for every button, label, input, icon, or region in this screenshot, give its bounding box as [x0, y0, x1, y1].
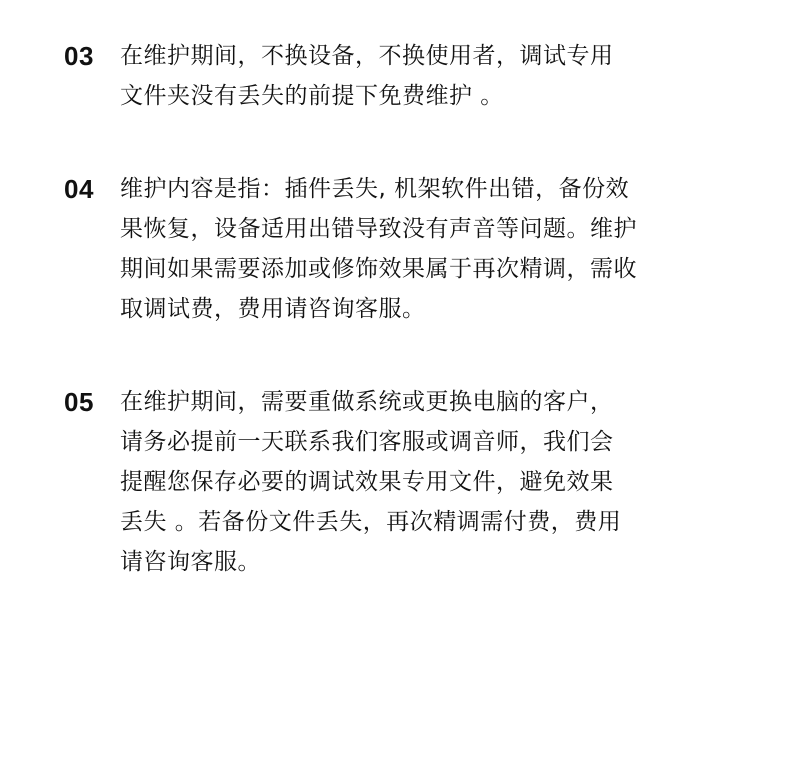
clause-line: 在维护期间，需要重做系统或更换电脑的客户， [120, 389, 614, 415]
clause-text [120, 169, 637, 329]
clause-text [120, 36, 614, 116]
clause-04 [0, 169, 790, 329]
clause-line: 取调试费，费用请咨询客服。 [120, 296, 426, 322]
clause-line: 维护内容是指：插件丢失, 机架软件出错，备份效 [120, 176, 630, 202]
clause-number: 03 [64, 41, 94, 71]
clause-line: 在维护期间，不换设备，不换使用者，调试专用 [120, 43, 614, 69]
clause-line: 请咨询客服。 [120, 549, 261, 575]
clause-text [120, 382, 621, 582]
clause-03 [0, 36, 790, 116]
clause-number: 05 [64, 387, 94, 417]
clause-line: 丢失 。若备份文件丢失，再次精调需付费，费用 [120, 509, 622, 535]
clause-05 [0, 382, 790, 582]
clause-number: 04 [64, 174, 94, 204]
clause-line: 请务必提前一天联系我们客服或调音师，我们会 [120, 429, 614, 455]
clause-line: 提醒您保存必要的调试效果专用文件，避免效果 [120, 469, 614, 495]
clause-line: 期间如果需要添加或修饰效果属于再次精调，需收 [120, 256, 637, 282]
clause-line: 文件夹没有丢失的前提下免费维护 。 [120, 83, 504, 109]
clause-line: 果恢复，设备适用出错导致没有声音等问题。维护 [120, 216, 637, 242]
